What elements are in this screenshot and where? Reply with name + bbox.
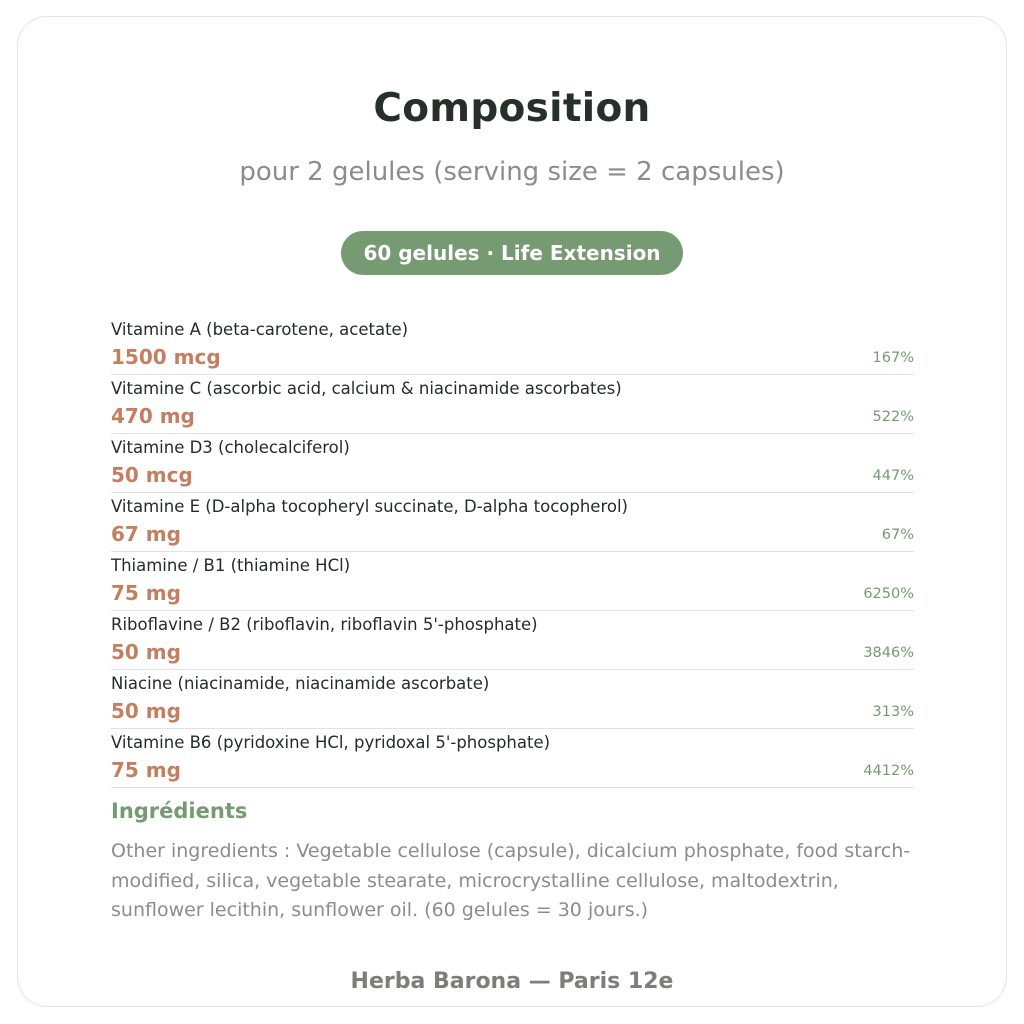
nutrient-row [111,493,914,552]
nutrient-percent: 167% [872,350,914,366]
nutrient-row [111,611,914,670]
nutrient-row [111,316,914,375]
nutrient-amount: 50 mg [111,699,181,723]
nutrient-percent: 313% [872,704,914,720]
nutrient-row [111,729,914,788]
ingredients-heading: Ingrédients [111,799,248,823]
nutrient-row [111,375,914,434]
nutrient-percent: 4412% [863,763,914,779]
nutrient-list [111,316,914,788]
nutrient-name: Riboflavine / B2 (riboflavin, riboflavin 5'-phosphate) [111,615,538,634]
product-badge: 60 gelules · Life Extension [341,231,682,275]
serving-subtitle: pour 2 gelules (serving size = 2 capsules) [239,157,785,187]
nutrient-amount: 50 mcg [111,463,193,487]
nutrient-percent: 3846% [863,645,914,661]
nutrient-percent: 522% [872,409,914,425]
nutrient-amount: 470 mg [111,404,195,428]
nutrient-name: Niacine (niacinamide, niacinamide ascorbate) [111,674,490,693]
nutrient-percent: 447% [872,468,914,484]
nutrient-amount: 50 mg [111,640,181,664]
nutrient-row [111,670,914,729]
nutrient-name: Vitamine A (beta-carotene, acetate) [111,320,409,339]
nutrient-row [111,552,914,611]
nutrient-name: Vitamine B6 (pyridoxine HCl, pyridoxal 5'-phosphate) [111,733,551,752]
nutrient-amount: 67 mg [111,522,181,546]
nutrient-row [111,434,914,493]
nutrient-amount: 75 mg [111,581,181,605]
nutrient-percent: 6250% [863,586,914,602]
ingredients-text: Other ingredients : Vegetable cellulose (capsule), dicalcium phosphate, food starch-modified, silica, vegetable stearate, microcrystalline cellulose, maltodextrin, sunflower lecithin, sunflower oil. (60 gelules = 30 jours.) [111,840,911,921]
nutrient-percent: 67% [881,527,914,543]
nutrient-name: Vitamine D3 (cholecalciferol) [111,438,350,457]
badge-wrapper [0,231,1024,275]
page-title: Composition [373,86,651,131]
nutrient-amount: 1500 mcg [111,345,221,369]
nutrient-amount: 75 mg [111,758,181,782]
nutrient-name: Thiamine / B1 (thiamine HCl) [111,556,351,575]
nutrient-name: Vitamine E (D-alpha tocopheryl succinate, D-alpha tocopherol) [111,497,628,516]
nutrient-name: Vitamine C (ascorbic acid, calcium & niacinamide ascorbates) [111,379,622,398]
footer-brand: Herba Barona — Paris 12e [350,969,674,994]
